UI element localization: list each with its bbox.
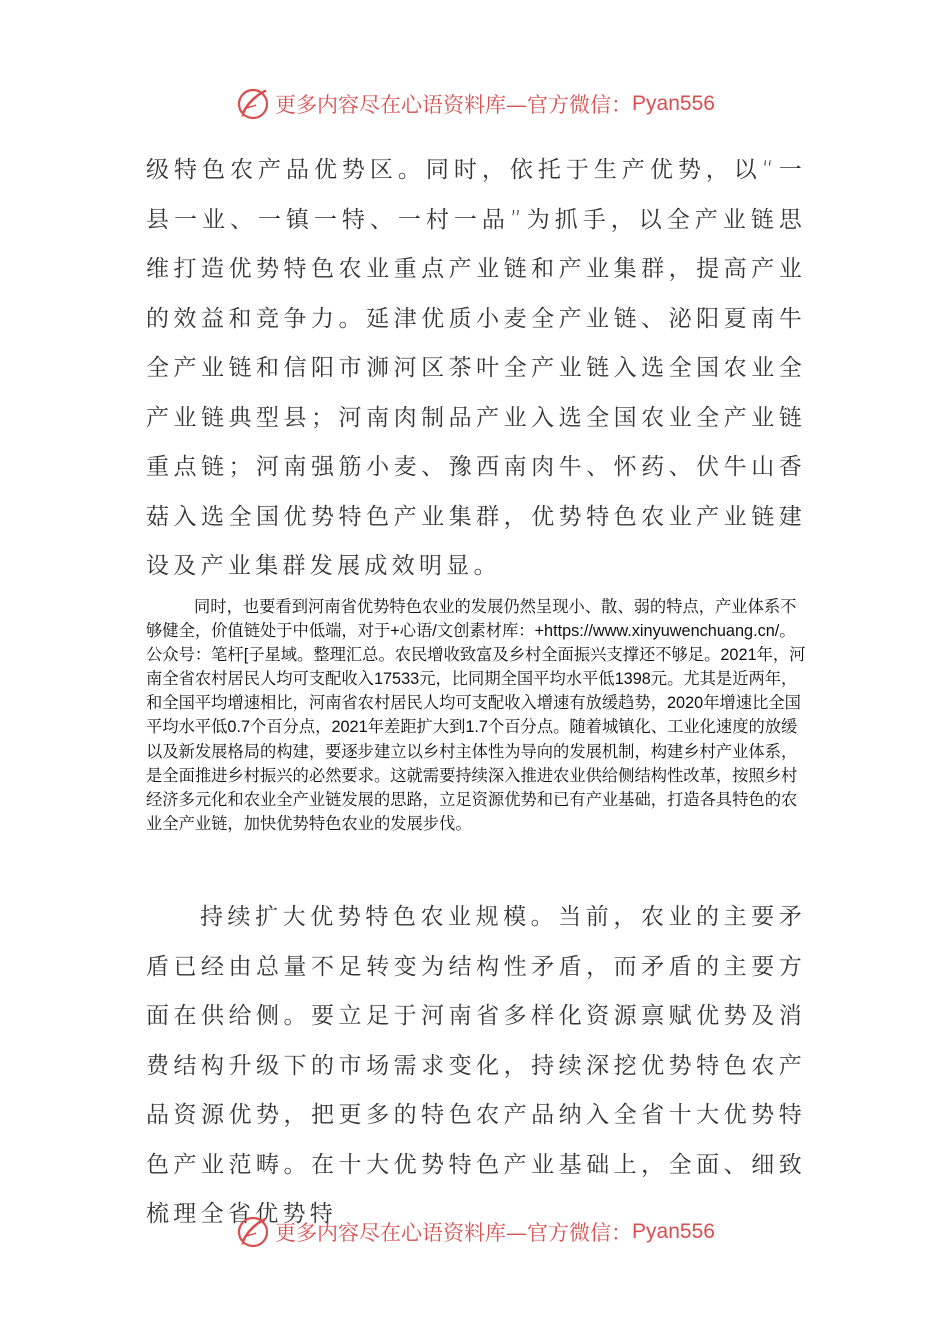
brush-pen-logo-icon — [235, 1214, 271, 1250]
body-paragraph-2: 同时，也要看到河南省优势特色农业的发展仍然呈现小、散、弱的特点，产业体系不够健全，价值链处于中低端，对于+心语/文创素材库：+https://www.xinyuwenchuang.cn/。公众号：笔杆[子星域。整理汇总。农民增收致富及乡村全面振兴支撑还不够足。2021年，河南全省农村居民人均可支配收入17533元，比同期全国平均水平低1398元。尤其是近两年，和全国平均增速相比，河南省农村居民人均可支配收入增速有放缓趋势，2020年增速比全国平均水平低0.7个百分点，2021年差距扩大到1.7个百分点。随着城镇化、工业化速度的放缓以及新发展格局的构建，要逐步建立以乡村主体性为导向的发展机制，构建乡村产业体系，是全面推进乡村振兴的必然要求。这就需要持续深入推进农业供给侧结构性改革，按照乡村经济多元化和农业全产业链发展的思路，立足资源优势和已有产业基础，打造各具特色的农业全产业链，加快优势特色农业的发展步伐。 — [146, 598, 806, 833]
body-paragraph-3: 持续扩大优势特色农业规模。当前，农业的主要矛盾已经由总量不足转变为结构性矛盾，而矛盾的主要方面在供给侧。要立足于河南省多样化资源禀赋优势及消费结构升级下的市场需求变化，持续深挖优势特色农产品资源优势，把更多的特色农产品纳入全省十大优势特色产业范畴。在十大优势特色产业基础上，全面、细致梳理全省优势特 — [146, 904, 806, 1227]
header-banner — [0, 82, 950, 126]
banner-wechat-id: Pyan556 — [632, 1220, 715, 1243]
banner-text: 更多内容尽在心语资料库—官方微信： — [275, 1221, 633, 1245]
brush-pen-logo-icon — [235, 86, 271, 122]
footer-banner — [0, 1210, 950, 1254]
banner-wechat-id: Pyan556 — [632, 92, 715, 115]
body-paragraph-1: 级特色农产品优势区。同时，依托于生产优势，以“一县一业、一镇一特、一村一品”为抓手，以全产业链思维打造优势特色农业重点产业链和产业集群，提高产业的效益和竞争力。延津优质小麦全产业链、泌阳夏南牛全产业链和信阳市浉河区茶叶全产业链入选全国农业全产业链典型县；河南肉制品产业入选全国农业全产业链重点链；河南强筋小麦、豫西南肉牛、怀药、伏牛山香菇入选全国优势特色产业集群，优势特色农业产业链建设及产业集群发展成效明显。 — [146, 157, 806, 579]
banner-text: 更多内容尽在心语资料库—官方微信： — [275, 93, 633, 117]
